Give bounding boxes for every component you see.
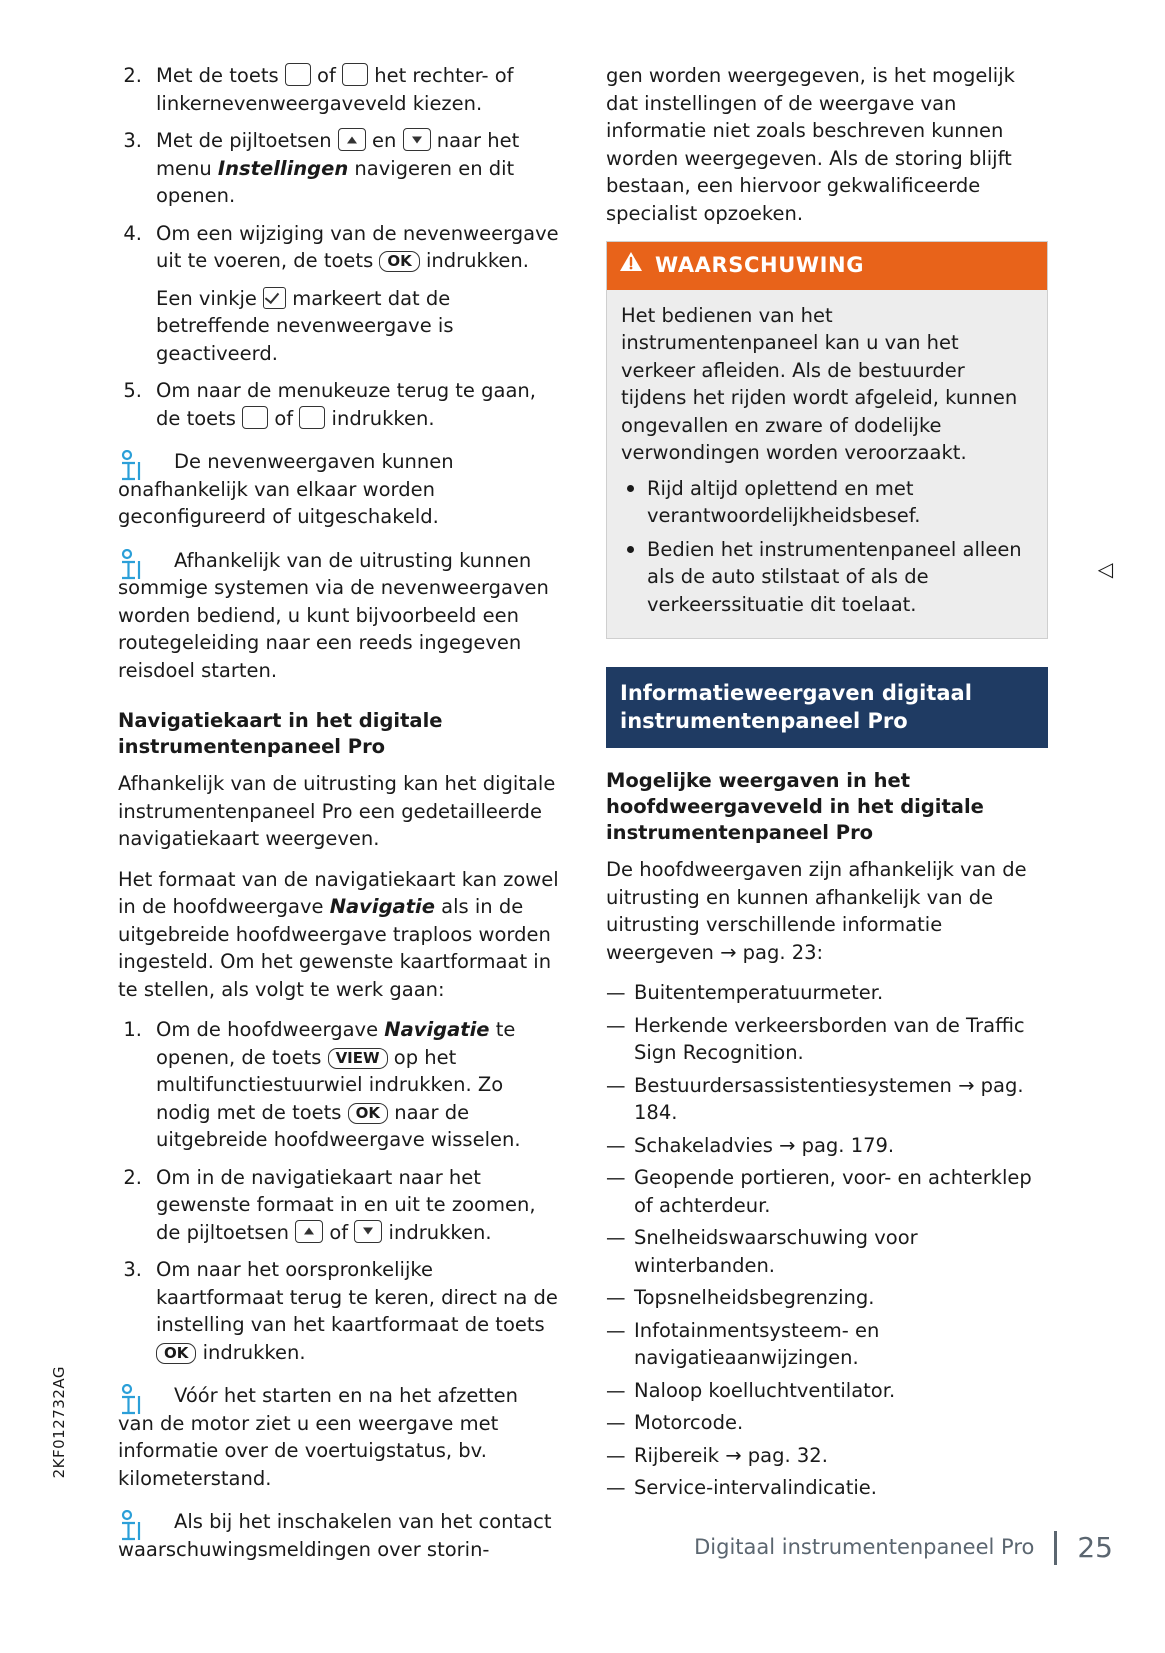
warning-triangle-icon	[619, 251, 643, 281]
numbered-steps-top	[118, 62, 560, 275]
paragraph-part: Het formaat van de navigatiekaart kan zowel in de hoofdweergave	[118, 867, 559, 918]
list-item	[118, 1164, 560, 1247]
list-item: — Bestuurdersassistentiesystemen → pag. 184.	[606, 1072, 1048, 1127]
page-footer	[694, 1531, 1113, 1565]
step-text-part: Om een wijziging van de nevenweergave uit te voeren, de toets	[156, 221, 559, 272]
list-item: Bedien het instrumentenpaneel alleen als de auto stilstaat of als de verkeerssituatie dit toelaat.	[621, 536, 1033, 619]
step-number: 1.	[123, 1018, 142, 1041]
step-text-part: indrukken.	[419, 249, 529, 272]
footer-divider	[1054, 1531, 1057, 1565]
step-text-part: of	[268, 406, 300, 430]
step-text-part: indrukken.	[325, 406, 435, 430]
step-number: 2.	[123, 1165, 142, 1189]
arrow-up-key-icon	[295, 1220, 323, 1243]
list-item: — Rijbereik → pag. 32.	[606, 1442, 1048, 1470]
warning-bullet-list	[621, 475, 1033, 619]
ok-key-icon: OK	[379, 251, 419, 272]
step-number: 2.	[123, 64, 142, 87]
info-icon	[118, 450, 146, 484]
body-paragraph-with-italic	[118, 866, 560, 1004]
step-text	[156, 127, 560, 210]
list-item	[118, 62, 560, 117]
subsection-heading: Navigatiekaart in het digitale instrumentenpaneel Pro	[118, 709, 443, 758]
two-column-layout	[118, 62, 1048, 1577]
list-item: — Service-intervalindicatie.	[606, 1474, 1048, 1502]
list-item: — Geopende portieren, voor- en achterklep of achterdeur.	[606, 1164, 1048, 1219]
numbered-steps-map	[118, 1016, 560, 1366]
note-block	[118, 1508, 560, 1563]
list-item: — Topsnelheidsbegrenzing.	[606, 1284, 1048, 1312]
warning-text: Het bedienen van het instrumentenpaneel kan u van het verkeer afleiden. Als de bestuurder tijdens het rijden wordt afgeleid, kunnen ongevallen en zware of dodelijke verwondingen worden veroorzaakt.	[621, 303, 1018, 464]
list-item: — Buitentemperatuurmeter.	[606, 979, 1048, 1007]
step-text-part: Met de toets	[156, 64, 285, 87]
view-name-navigatie: Navigatie	[329, 895, 435, 918]
step-text-part: Om de hoofdweergave	[156, 1018, 385, 1041]
note-text: Als bij het inschakelen van het contact waarschuwingsmeldingen over storin-	[118, 1510, 552, 1561]
page-marker-triangle: ◁	[1097, 557, 1113, 581]
step-number: 4.	[123, 221, 142, 245]
numbered-steps-top-cont	[118, 377, 560, 432]
view-name-navigatie: Navigatie	[384, 1018, 490, 1041]
sub-text-part: markeert dat de betreffende nevenweergave is geactiveerd.	[156, 286, 454, 365]
step-number: 3.	[123, 1258, 142, 1281]
left-display-key-icon	[285, 63, 311, 86]
step-text	[156, 377, 560, 432]
step-text-part: indrukken.	[196, 1340, 306, 1364]
info-icon	[118, 549, 146, 583]
step-text	[156, 1164, 560, 1247]
step-text-part: en	[365, 129, 403, 152]
left-display-key-icon	[242, 406, 268, 429]
list-item: — Snelheidswaarschuwing voor winterbanden.	[606, 1224, 1048, 1279]
display-items-list	[606, 979, 1048, 1502]
step-text	[156, 62, 560, 117]
list-item	[118, 1256, 560, 1366]
step-text	[156, 1256, 560, 1366]
step-text-part: Om naar het oorspronkelijke kaartformaat terug te keren, direct na de instelling van het kaartformaat de toets	[156, 1258, 558, 1336]
list-item	[118, 377, 560, 432]
footer-section-title: Digitaal instrumentenpaneel Pro	[694, 1535, 1035, 1560]
list-item: — Motorcode.	[606, 1409, 1048, 1437]
step-text-part: indrukken.	[382, 1220, 492, 1244]
note-text: Vóór het starten en na het afzetten van de motor ziet u een weergave met informatie over de voertuigstatus, bv. kilometerstand.	[118, 1384, 519, 1490]
list-item: — Naloop koelluchtventilator.	[606, 1377, 1048, 1405]
list-item: — Infotainmentsysteem- en navigatieaanwijzingen.	[606, 1317, 1048, 1372]
warning-box	[606, 241, 1048, 639]
step-text-part: of	[323, 1220, 355, 1244]
step-number: 5.	[123, 379, 142, 402]
step-text-part: te openen, de toets	[156, 1018, 516, 1069]
step-text	[156, 220, 560, 275]
step-text-part: Om naar de menukeuze terug te gaan, de toets	[156, 379, 536, 430]
right-column	[606, 62, 1048, 1577]
intro-paragraph: De hoofdweergaven zijn afhankelijk van de uitrusting en kunnen afhankelijk van de uitrusting verschillende informatie weergeven → pag. 23:	[606, 858, 1027, 964]
step-text-part: op het multifunctiestuurwiel indrukken. Zo nodig met de toets	[156, 1045, 504, 1124]
ok-key-icon: OK	[348, 1103, 388, 1124]
step-text-part: of	[310, 64, 343, 87]
step-text-part: Om in de navigatiekaart naar het gewenste formaat in en uit te zoomen, de pijltoetsen	[156, 1165, 536, 1244]
warning-header	[607, 242, 1047, 290]
arrow-down-key-icon	[403, 128, 431, 151]
list-item	[118, 220, 560, 275]
step-text	[156, 1016, 560, 1154]
right-display-key-icon	[299, 406, 325, 429]
note-block	[118, 547, 560, 685]
note-text: De nevenweergaven kunnen onafhankelijk van elkaar worden geconfigureerd of uitgeschakeld.	[118, 450, 454, 528]
right-display-key-icon	[342, 63, 368, 86]
step-text-part: het rechter- of linkernevenweergaveveld kiezen.	[156, 64, 514, 115]
page-number: 25	[1077, 1531, 1113, 1565]
list-item	[118, 127, 560, 210]
arrow-up-key-icon	[338, 128, 366, 151]
ok-key-icon: OK	[156, 1343, 196, 1364]
sub-text-part: Een vinkje	[156, 286, 264, 310]
menu-name-instellingen: Instellingen	[217, 156, 349, 180]
list-item: — Herkende verkeersborden van de Traffic Sign Recognition.	[606, 1012, 1048, 1067]
checkmark-icon	[263, 287, 286, 309]
list-item: — Schakeladvies → pag. 179.	[606, 1132, 1048, 1160]
step4-sub-paragraph	[156, 285, 560, 368]
section-header: Informatieweergaven digitaal instrumentenpaneel Pro	[606, 667, 1048, 748]
note-block	[118, 448, 560, 531]
info-icon	[118, 1384, 146, 1418]
view-key-icon: VIEW	[328, 1048, 388, 1069]
info-icon	[118, 1510, 146, 1544]
continuation-paragraph: gen worden weergegeven, is het mogelijk dat instellingen of de weergave van informatie niet zoals beschreven kunnen worden weergegeven. Als de storing blijft bestaan, een hiervoor gekwalificeerde specialist opzoeken.	[606, 64, 1015, 225]
step-text-part: naar de uitgebreide hoofdweergave wisselen.	[156, 1100, 521, 1151]
body-paragraph: Afhankelijk van de uitrusting kan het digitale instrumentenpaneel Pro een gedetailleerde navigatiekaart weergeven.	[118, 772, 556, 850]
list-item	[118, 1016, 560, 1154]
subsection-heading: Mogelijke weergaven in het hoofdweergaveveld in het digitale instrumentenpaneel Pro	[606, 769, 984, 844]
warning-title: WAARSCHUWING	[655, 253, 865, 277]
document-side-code: 2KF012732AG	[50, 1365, 68, 1478]
left-column	[118, 62, 560, 1577]
paragraph-part: als in de uitgebreide hoofdweergave traploos worden ingesteld. Om het gewenste kaartformaat in te stellen, als volgt te werk gaan:	[118, 895, 552, 1001]
step-text-part: Met de pijltoetsen	[156, 129, 338, 152]
step-text-part: navigeren en dit openen.	[156, 156, 515, 207]
list-item: Rijd altijd oplettend en met verantwoordelijkheidsbesef.	[621, 475, 1033, 530]
note-block	[118, 1382, 560, 1492]
arrow-down-key-icon	[354, 1220, 382, 1243]
step-number: 3.	[123, 129, 142, 152]
note-text: Afhankelijk van de uitrusting kunnen sommige systemen via de nevenweergaven worden bediend, u kunt bijvoorbeeld een routegeleiding naar een reeds ingegeven reisdoel starten.	[118, 548, 549, 682]
warning-body	[607, 290, 1047, 639]
step-text-part: naar het menu	[156, 129, 520, 180]
